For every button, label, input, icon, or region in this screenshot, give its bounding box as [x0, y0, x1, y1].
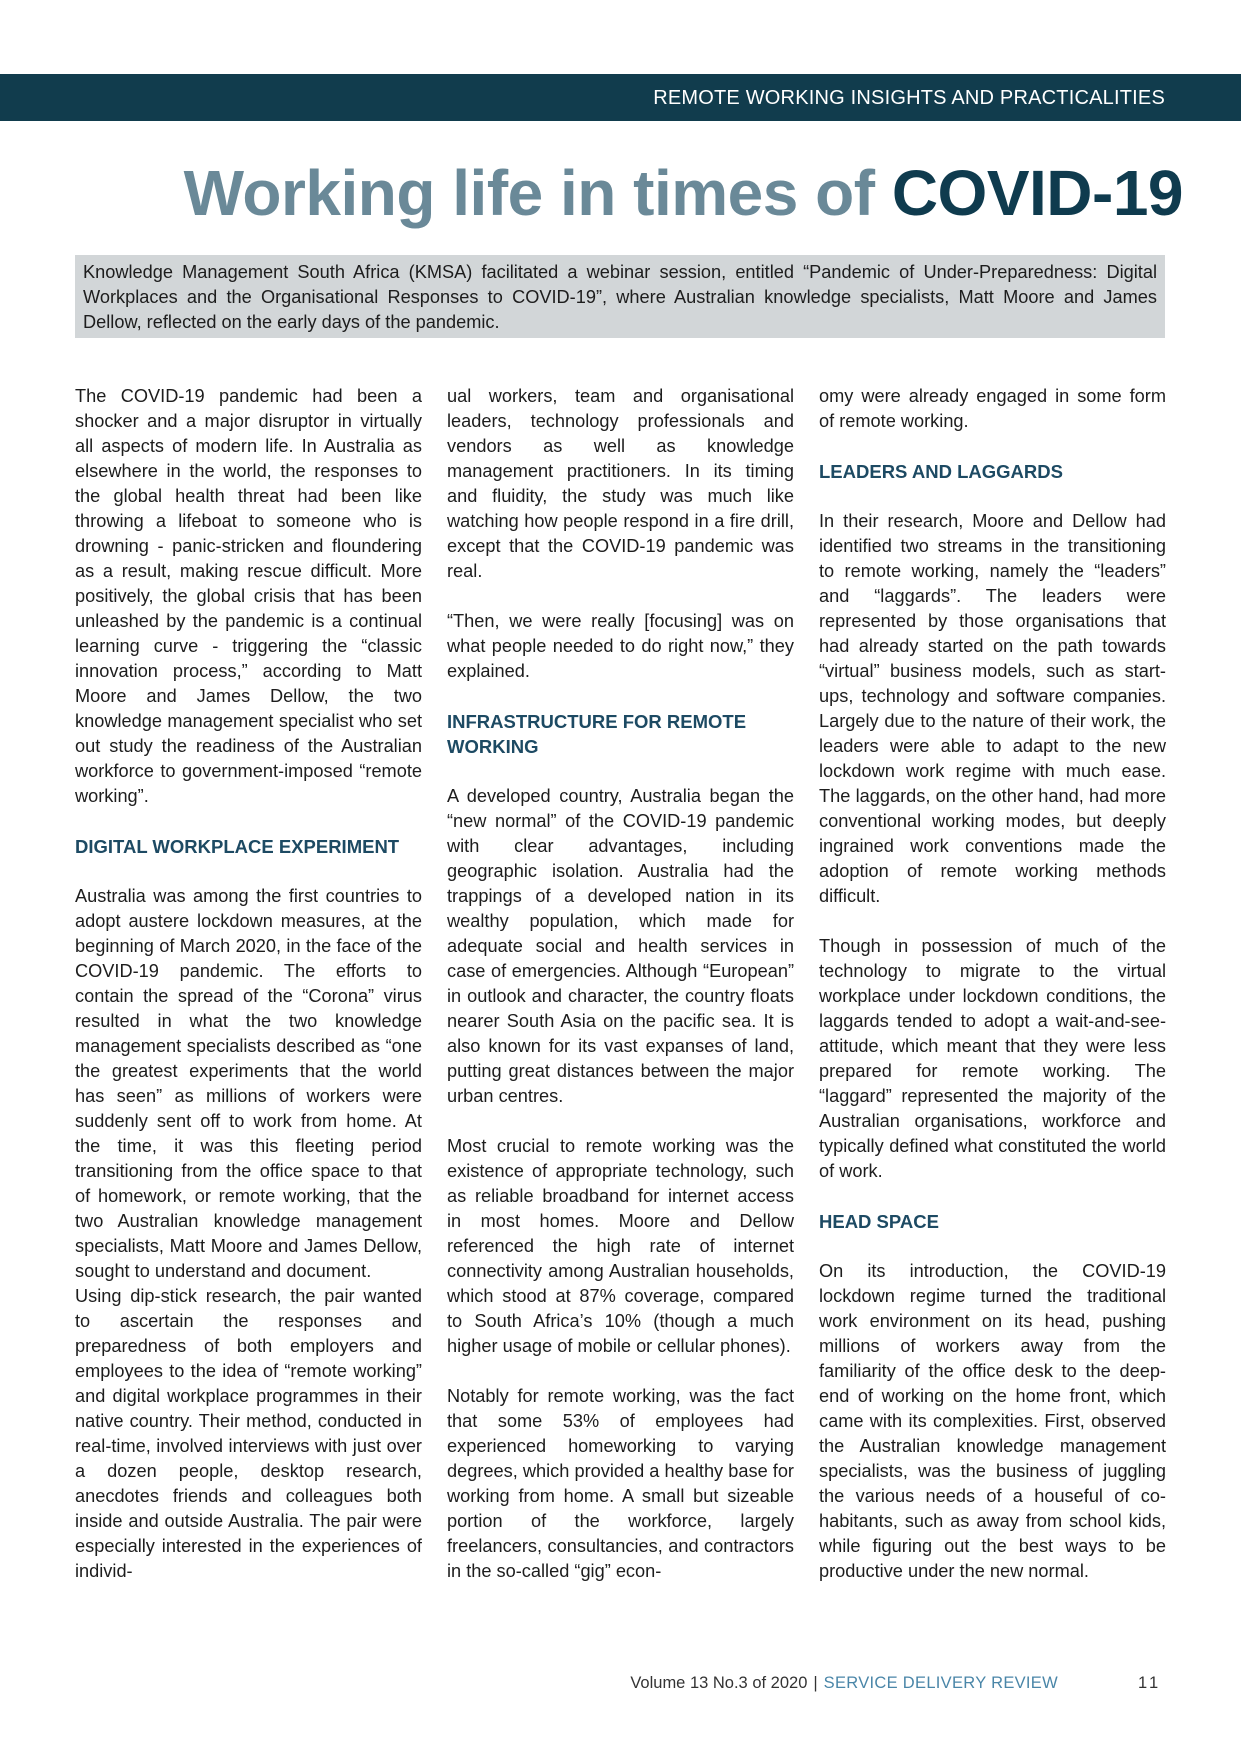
section-heading: DIGITAL WORKPLACE EXPERIMENT: [75, 836, 400, 857]
intro-box: Knowledge Management South Africa (KMSA) facilitated a webinar session, entitled “Pandemic of Under-Preparedness: Digital Workplaces and the Organisational Responses to COVID-19”, where Australian knowledge specialists, Matt Moore and James Dellow, reflected on the early days of the pandemic.: [75, 255, 1165, 338]
paragraph: Using dip-stick research, the pair wanted to ascertain the responses and preparedness of both employers and employees to the idea of “remote working” and digital workplace programmes in their native country. Their method, conducted in real-time, involved interviews with just over a dozen people, desktop research, anecdotes friends and colleagues both inside and outside Australia. The pair were especially interested in the experiences of individ-: [75, 1286, 422, 1581]
paragraph: Though in possession of much of the technology to migrate to the virtual workplace under lockdown conditions, the laggards tended to adopt a wait-and-see-attitude, which meant that they were less prepared for remote working. The “laggard” represented the majority of the Australian organisations, workforce and typically defined what constituted the world of work.: [819, 936, 1166, 1181]
section-label: REMOTE WORKING INSIGHTS AND PRACTICALITIES: [653, 87, 1165, 109]
title-light-part: Working life in times of: [183, 157, 892, 229]
paragraph: The COVID-19 pandemic had been a shocker and a major disruptor in virtually all aspects of modern life. In Australia as elsewhere in the world, the responses to the global health threat had been like throwing a lifeboat to someone who is drowning - panic-stricken and floundering as a result, making rescue difficult. More positively, the global crisis that has been unleashed by the pandemic is a continual learning curve - triggering the “classic innovation process,” according to Matt Moore and James Dellow, the two knowledge management specialist who set out study the readiness of the Australian workforce to government-imposed “remote working”.: [75, 386, 422, 806]
column-2: [447, 384, 794, 1609]
paragraph: “Then, we were really [focusing] was on what people needed to do right now,” they explained.: [447, 611, 794, 681]
section-heading: LEADERS AND LAGGARDS: [819, 461, 1063, 482]
paragraph: On its introduction, the COVID-19 lockdown regime turned the traditional work environment on its head, pushing millions of workers away from the familiarity of the office desk to the deep-end of working on the home front, which came with its complexities. First, observed the Australian knowledge management specialists, was the business of juggling the various needs of a houseful of co-habitants, such as away from school kids, while figuring out the best ways to be productive under the new normal.: [819, 1261, 1166, 1581]
article-title: [0, 155, 1183, 231]
paragraph: Australia was among the first countries to adopt austere lockdown measures, at the beginning of March 2020, in the face of the COVID-19 pandemic. The efforts to contain the spread of the “Corona” virus resulted in what the two knowledge management specialists described as “one the greatest experiments that the world has seen” as millions of workers were suddenly sent off to work from home. At the time, it was this fleeting period transitioning from the office space to that of homework, or remote working, that the two Australian knowledge management specialists, Matt Moore and James Dellow, sought to understand and document.: [75, 886, 422, 1281]
column-3: [819, 384, 1166, 1609]
section-banner: [0, 74, 1241, 121]
title-dark-part: COVID-19: [891, 157, 1183, 229]
paragraph: omy were already engaged in some form of remote working.: [819, 386, 1166, 431]
paragraph: In their research, Moore and Dellow had identified two streams in the transitioning to remote working, namely the “leaders” and “laggards”. The leaders were represented by those organisations that had already started on the path towards “virtual” business models, such as start-ups, technology and software companies. Largely due to the nature of their work, the leaders were able to adapt to the new lockdown work regime with much ease. The laggards, on the other hand, had more conventional working modes, but deeply ingrained work conventions made the adoption of remote working methods difficult.: [819, 511, 1166, 906]
issue-info: Volume 13 No.3 of 2020: [630, 1674, 808, 1692]
footer-separator: |: [813, 1674, 818, 1692]
page-footer: [0, 1674, 1058, 1693]
section-heading: HEAD SPACE: [819, 1211, 939, 1232]
paragraph: Notably for remote working, was the fact that some 53% of employees had experienced homeworking to varying degrees, which provided a healthy base for working from home. A small but sizeable portion of the workforce, largely freelancers, consultancies, and contractors in the so-called “gig” econ-: [447, 1386, 794, 1581]
publication-name: SERVICE DELIVERY REVIEW: [823, 1674, 1058, 1692]
paragraph: Most crucial to remote working was the existence of appropriate technology, such as reliable broadband for internet access in most homes. Moore and Dellow referenced the high rate of internet connectivity among Australian households, which stood at 87% coverage, compared to South Africa’s 10% (though a much higher usage of mobile or cellular phones).: [447, 1136, 794, 1356]
section-heading: INFRASTRUCTURE FOR REMOTE WORKING: [447, 711, 747, 757]
page-number: 11: [1138, 1674, 1162, 1692]
paragraph: ual workers, team and organisational leaders, technology professionals and vendors as well as knowledge management practitioners. In its timing and fluidity, the study was much like watching how people respond in a fire drill, except that the COVID-19 pandemic was real.: [447, 386, 794, 581]
column-1: [75, 384, 422, 1609]
paragraph: A developed country, Australia began the “new normal” of the COVID-19 pandemic with clear advantages, including geographic isolation. Australia had the trappings of a developed nation in its wealthy population, which made for adequate social and health services in case of emergencies. Although “European” in outlook and character, the country floats nearer South Asia on the pacific sea. It is also known for its vast expanses of land, putting great distances between the major urban centres.: [447, 786, 794, 1106]
